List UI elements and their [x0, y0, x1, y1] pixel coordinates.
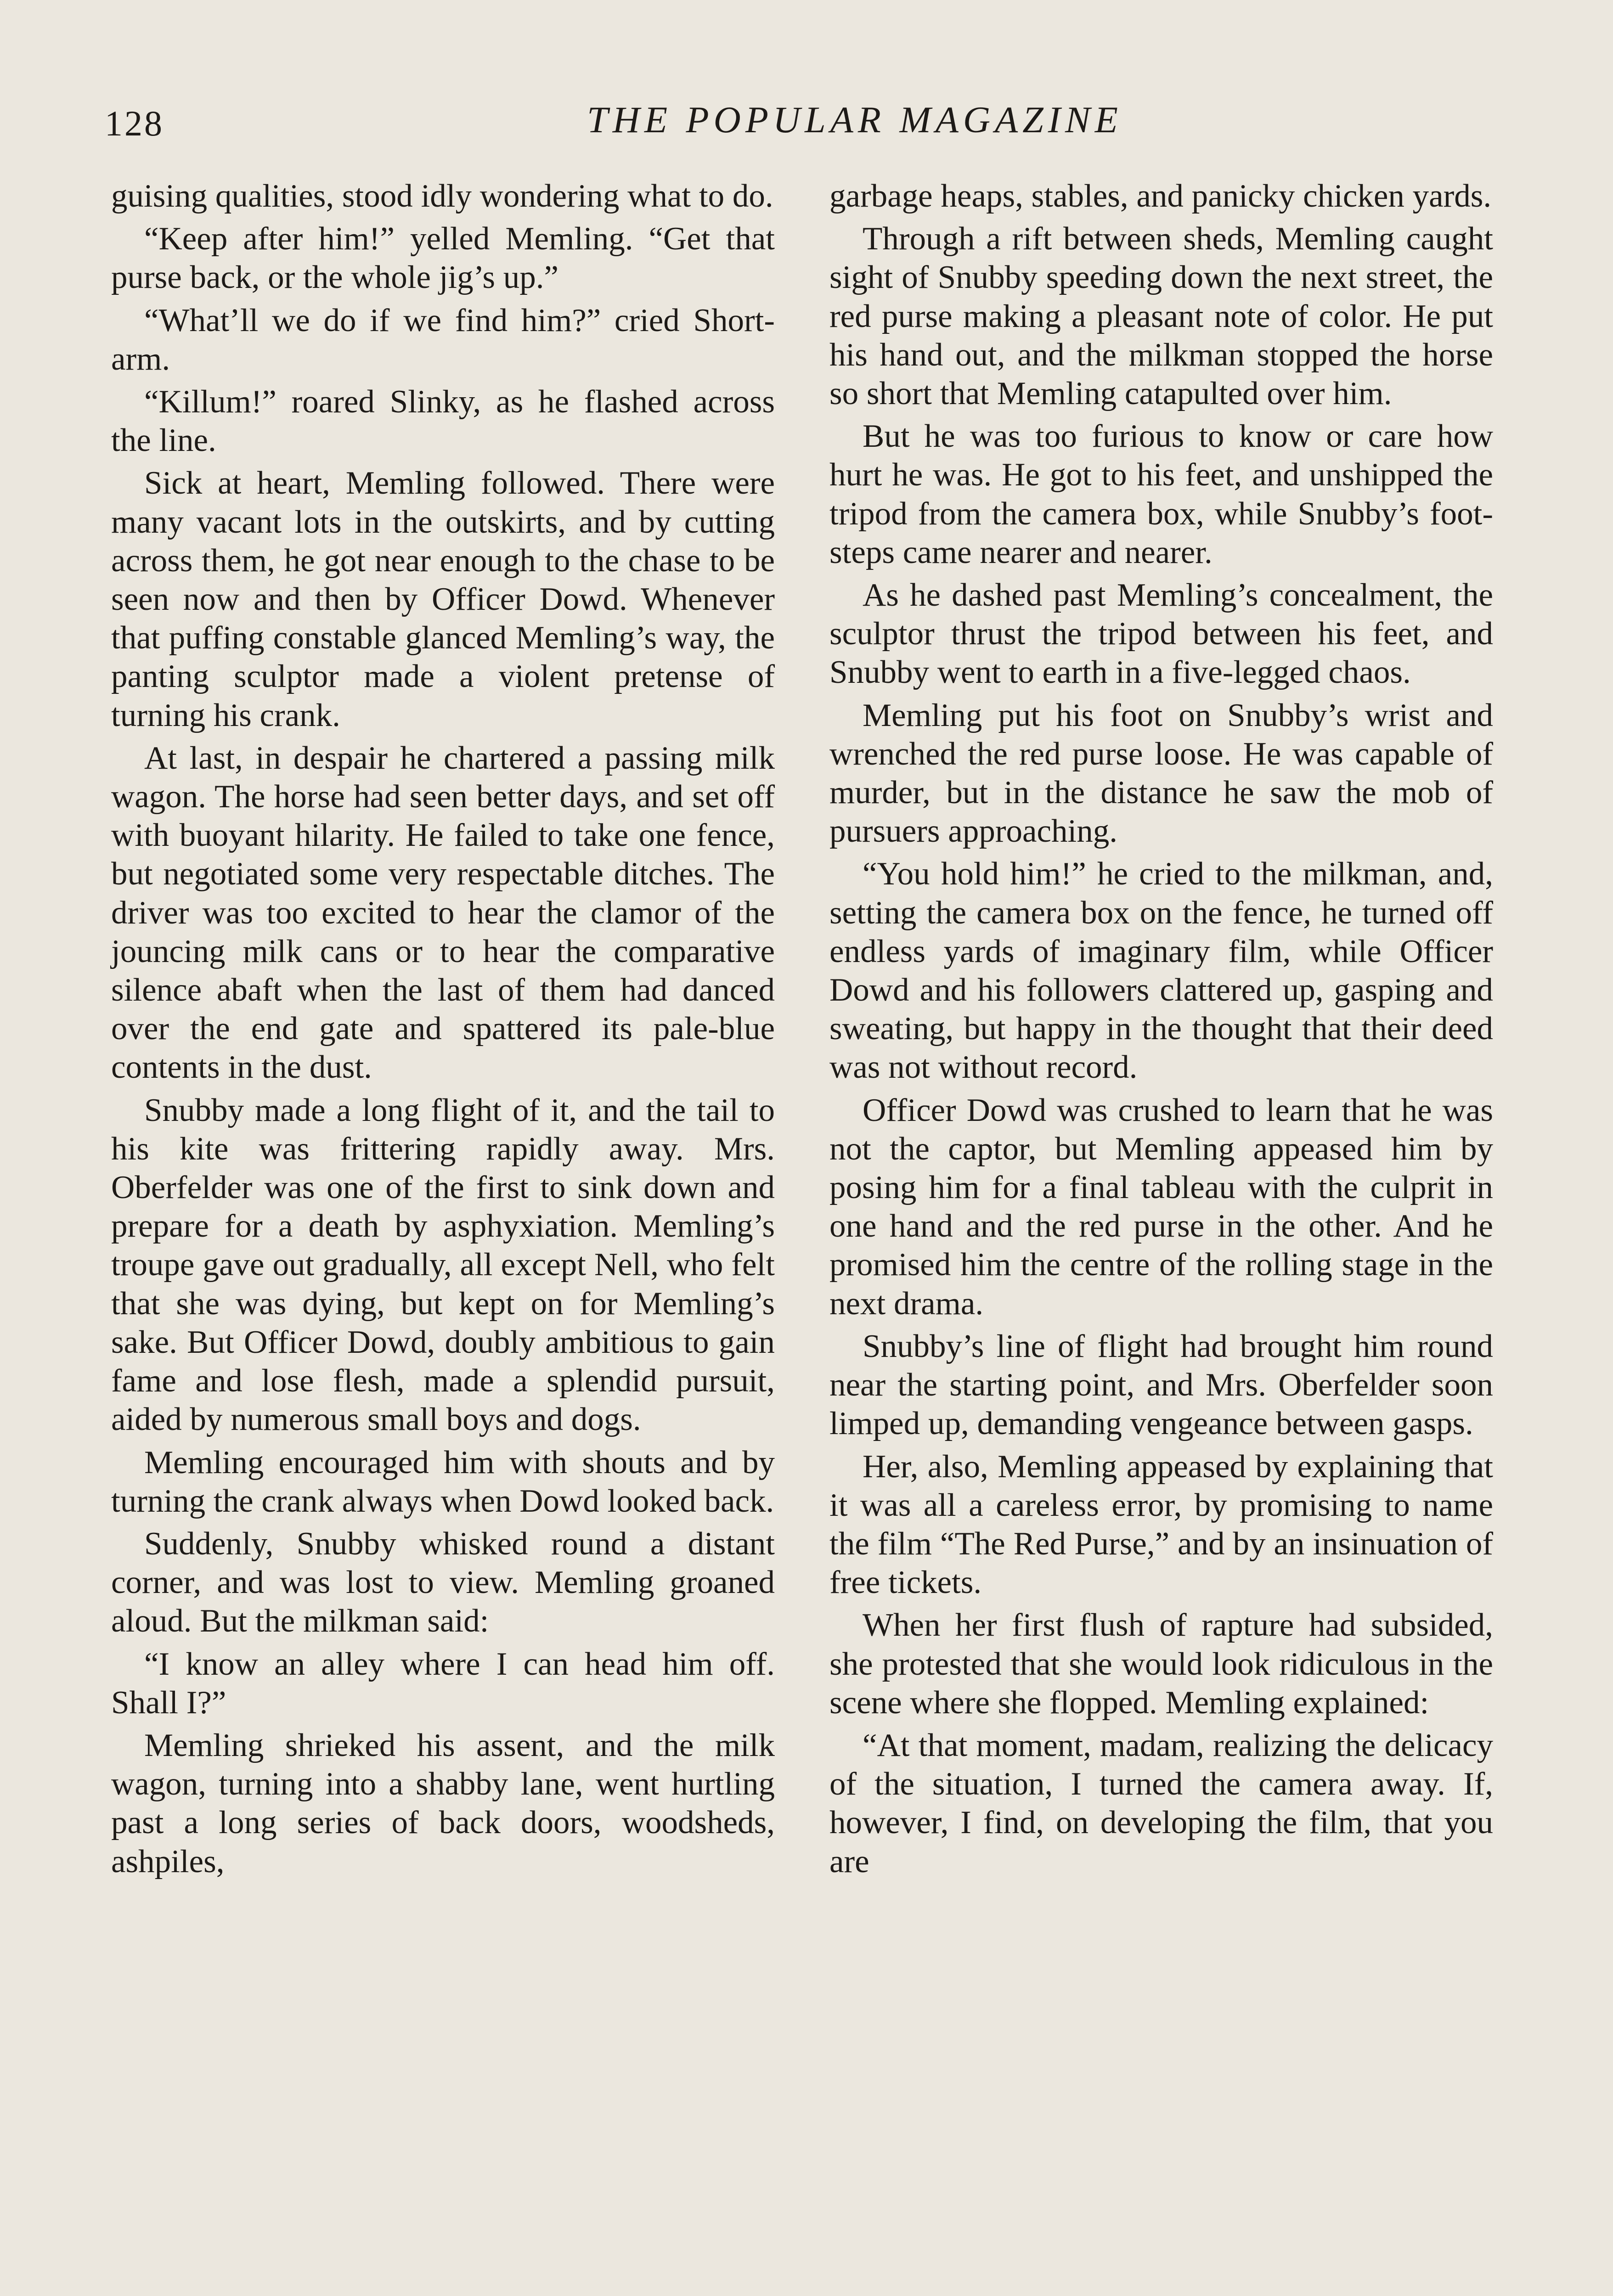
paragraph: Suddenly, Snubby whisked round a distant corner, and was lost to view. Memling groaned aloud. But the milkman said:	[111, 1525, 775, 1639]
paragraph: Memling put his foot on Snubby’s wrist and wrenched the red purse loose. He was capable of murder, but in the distance he saw the mob of pursuers approaching.	[829, 697, 1493, 850]
paragraph: Snubby’s line of flight had brought him round near the starting point, and Mrs. Oberfelder soon limped up, demanding vengeance between gasps.	[829, 1328, 1493, 1442]
paragraph: “What’ll we do if we find him?” cried Short-arm.	[111, 302, 775, 377]
right-column	[829, 177, 1493, 1885]
running-head: THE POPULAR MAGAZINE	[587, 99, 1122, 141]
paragraph: “At that moment, madam, realizing the delicacy of the situation, I turned the camera away. If, however, I find, on developing the film, that you are	[829, 1727, 1493, 1880]
paragraph: At last, in despair he chartered a passing milk wagon. The horse had seen better days, and set off with buoyant hilarity. He failed to take one fence, but negotiated some very respectable ditches. The driver was too excited to hear the clamor of the jouncing milk cans or to hear the comparative silence abaft when the last of them had danced over the end gate and spattered its pale-blue contents in the dust.	[111, 740, 775, 1086]
paragraph: “You hold him!” he cried to the milkman, and, setting the camera box on the fence, he turned off endless yards of imaginary film, while Officer Dowd and his followers clattered up, gasping and sweating, but happy in the thought that their deed was not without record.	[829, 856, 1493, 1086]
paragraph: But he was too furious to know or care how hurt he was. He got to his feet, and unshipped the tripod from the camera box, while Snubby’s footsteps came nearer and nearer.	[829, 418, 1493, 570]
paragraph: Officer Dowd was crushed to learn that he was not the captor, but Memling appeased him by posing him for a final tableau with the culprit in one hand and the red purse in the other. And he promised him the centre of the rolling stage in the next drama.	[829, 1092, 1493, 1322]
paragraph: Memling shrieked his assent, and the milk wagon, turning into a shabby lane, went hurtling past a long series of back doors, woodsheds, ashpiles,	[111, 1727, 775, 1880]
paragraph: “Keep after him!” yelled Memling. “Get that purse back, or the whole jig’s up.”	[111, 221, 775, 296]
page-number: 128	[105, 103, 164, 143]
paragraph: “I know an alley where I can head him off. Shall I?”	[111, 1646, 775, 1721]
paragraph: Memling encouraged him with shouts and by turning the crank always when Dowd looked back.	[111, 1444, 775, 1519]
paragraph: Her, also, Memling appeased by explaining that it was all a careless error, by promising to name the film “The Red Purse,” and by an insinuation of free tickets.	[829, 1448, 1493, 1601]
paragraph: Snubby made a long flight of it, and the tail to his kite was frittering rapidly away. Mrs. Oberfelder was one of the first to sink down and prepare for a death by asphyxiation. Memling’s troupe gave out gradually, all except Nell, who felt that she was dying, but kept on for Memling’s sake. But Officer Dowd, doubly ambitious to gain fame and lose flesh, made a splendid pursuit, aided by numerous small boys and dogs.	[111, 1092, 775, 1438]
paragraph: garbage heaps, stables, and panicky chicken yards.	[829, 178, 1492, 214]
paragraph: Through a rift between sheds, Memling caught sight of Snubby speeding down the next street, the red purse making a pleasant note of color. He put his hand out, and the milkman stopped the horse so short that Memling catapulted over him.	[829, 221, 1493, 412]
paragraph: As he dashed past Memling’s concealment, the sculptor thrust the tripod between his feet, and Snubby went to earth in a five-legged chaos.	[829, 577, 1493, 691]
paragraph: When her first flush of rapture had subsided, she protested that she would look ridiculous in the scene where she flopped. Memling explained:	[829, 1607, 1493, 1721]
paragraph: guising qualities, stood idly wondering what to do.	[111, 178, 773, 214]
paragraph: Sick at heart, Memling followed. There were many vacant lots in the outskirts, and by cutting across them, he got near enough to the chase to be seen now and then by Officer Dowd. Whenever that puffing constable glanced Memling’s way, the panting sculptor made a violent pretense of turning his crank.	[111, 465, 775, 733]
paragraph: “Killum!” roared Slinky, as he flashed across the line.	[111, 384, 775, 459]
left-column	[111, 177, 775, 1885]
